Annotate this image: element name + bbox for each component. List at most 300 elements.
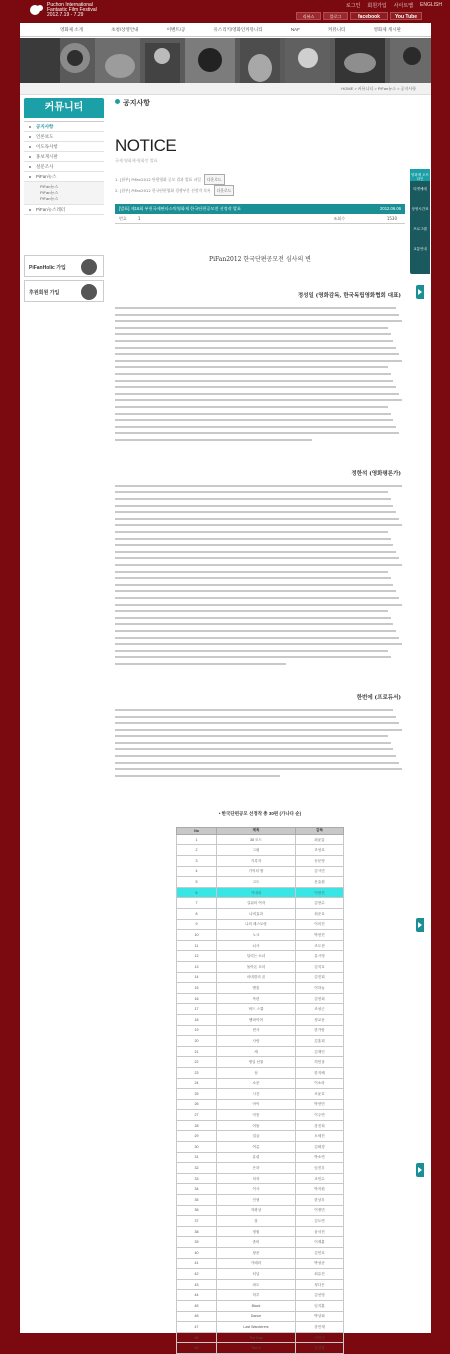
text-line bbox=[115, 650, 388, 652]
youtube-button[interactable]: You Tube bbox=[390, 12, 422, 20]
film-title: Dance bbox=[217, 1311, 296, 1322]
film-director: 윤서진 bbox=[296, 1226, 344, 1237]
film-title: 노크 bbox=[217, 930, 296, 941]
text-line bbox=[115, 360, 402, 362]
text-line bbox=[115, 597, 399, 599]
text-line bbox=[115, 340, 393, 342]
page-subtitle: 국제 영화제·영화인 발표 bbox=[115, 158, 158, 163]
film-title: 나비효과 bbox=[217, 909, 296, 920]
film-director: 박성준 bbox=[296, 1258, 344, 1269]
table-row bbox=[177, 1248, 344, 1259]
text-line bbox=[115, 327, 388, 329]
film-number: 42 bbox=[177, 1269, 217, 1280]
attachment-name: 1. [첨부] PiFan2012 단편영화 공모 결과 발표 파일 bbox=[115, 177, 201, 182]
attachment-name: 2. [첨부] PiFan2012 한국단편영화 경쟁부문 선정작 목록 bbox=[115, 188, 211, 193]
film-title: 자화상 bbox=[217, 1205, 296, 1216]
text-line bbox=[115, 755, 396, 757]
table-row bbox=[177, 1025, 344, 1036]
film-number: 19 bbox=[177, 1025, 217, 1036]
table-row bbox=[177, 961, 344, 972]
text-line bbox=[115, 571, 388, 573]
header-banner-image bbox=[20, 38, 431, 83]
film-title: 사람 bbox=[217, 1036, 296, 1047]
sitemap-link[interactable]: 사이트맵 bbox=[393, 3, 414, 9]
sidebar-item-notice[interactable]: 공지사항 bbox=[24, 122, 104, 132]
text-line bbox=[115, 656, 391, 658]
column-header: 제목 bbox=[217, 827, 296, 834]
breadcrumb: HOME > 커뮤니티 > PiFan뉴스 > 공지사항 bbox=[341, 86, 416, 91]
scroll-tab-icon[interactable] bbox=[416, 918, 424, 932]
quick-menu-item[interactable]: 상영시간표 bbox=[411, 207, 429, 211]
film-director: 한지혜 bbox=[296, 1067, 344, 1078]
film-number: 23 bbox=[177, 1067, 217, 1078]
quick-menu-item[interactable]: 프로그램 bbox=[413, 227, 427, 231]
film-title: 여름 bbox=[217, 1142, 296, 1153]
film-title: The X bbox=[217, 1343, 296, 1354]
film-director: 김도연 bbox=[296, 1216, 344, 1227]
film-number: 28 bbox=[177, 1120, 217, 1131]
film-title: 정원 bbox=[217, 1226, 296, 1237]
quick-menu-item[interactable]: 티켓예매 bbox=[413, 187, 427, 191]
post-meta bbox=[115, 214, 405, 224]
festival-name-line2: Fantastic Film Festival bbox=[47, 7, 97, 13]
text-line bbox=[115, 314, 399, 316]
join-link[interactable]: 회원가입 bbox=[367, 3, 387, 9]
table-row bbox=[177, 1300, 344, 1311]
menu-item[interactable]: 영화제 소개 bbox=[60, 27, 83, 32]
text-line bbox=[115, 491, 388, 493]
text-line bbox=[115, 531, 388, 533]
post-title: [발표] 제16회 부천국제판타스틱영화제 한국단편공모전 선정작 발표 bbox=[119, 206, 242, 211]
film-number: 25 bbox=[177, 1089, 217, 1100]
character-icon bbox=[81, 259, 97, 275]
text-line bbox=[115, 419, 393, 421]
quick-menu-item[interactable]: 영화제 오프라인 bbox=[410, 169, 430, 181]
text-line bbox=[115, 347, 396, 349]
text-line bbox=[115, 709, 393, 711]
film-director: 박소연 bbox=[296, 1152, 344, 1163]
text-line bbox=[115, 742, 391, 744]
text-line bbox=[115, 439, 312, 441]
attachment-row bbox=[115, 185, 405, 196]
sidebar-item[interactable]: 홍보게시판 bbox=[24, 152, 104, 162]
menu-item[interactable]: NAF bbox=[290, 27, 300, 32]
film-title: 좀비 bbox=[217, 1237, 296, 1248]
table-row bbox=[177, 1120, 344, 1131]
table-row bbox=[177, 845, 344, 856]
film-number: 5 bbox=[177, 877, 217, 888]
text-line bbox=[115, 366, 388, 368]
film-number: 33 bbox=[177, 1173, 217, 1184]
table-row bbox=[177, 856, 344, 867]
film-title: 파도 bbox=[217, 1279, 296, 1290]
film-title: 인형 bbox=[217, 1195, 296, 1206]
text-line bbox=[115, 735, 388, 737]
film-director: 김진희 bbox=[296, 972, 344, 983]
film-title: 목련 bbox=[217, 993, 296, 1004]
page-title: NOTICE bbox=[115, 136, 177, 155]
table-row bbox=[177, 887, 344, 898]
film-number: 30 bbox=[177, 1142, 217, 1153]
text-line bbox=[115, 320, 402, 322]
text-line bbox=[115, 333, 391, 335]
film-number: 24 bbox=[177, 1078, 217, 1089]
film-director: 조성호 bbox=[296, 845, 344, 856]
text-line bbox=[115, 406, 388, 408]
sidebar-subnav bbox=[24, 182, 104, 205]
film-title: 얼굴 bbox=[217, 1131, 296, 1142]
table-row bbox=[177, 866, 344, 877]
film-director: 박현진 bbox=[296, 930, 344, 941]
sidebar bbox=[24, 98, 104, 302]
film-director: 허민상 bbox=[296, 1057, 344, 1068]
film-director: 문효원 bbox=[296, 877, 344, 888]
film-title: 은하 bbox=[217, 1163, 296, 1174]
selection-list-title: • 한국단편공모 선정작 총 30편 (가나다 순) bbox=[218, 810, 302, 816]
text-line bbox=[115, 564, 402, 566]
film-number: 11 bbox=[177, 940, 217, 951]
text-line bbox=[115, 577, 391, 579]
character-icon bbox=[81, 284, 97, 300]
table-row bbox=[177, 1290, 344, 1301]
post-number-label: 번호 bbox=[119, 216, 127, 221]
login-link[interactable]: 로그인 bbox=[345, 3, 361, 9]
film-title: 잠 bbox=[217, 1216, 296, 1227]
film-title: Black bbox=[217, 1300, 296, 1311]
attachments bbox=[115, 174, 405, 196]
film-title: 의자 bbox=[217, 1173, 296, 1184]
film-title: 어둠 bbox=[217, 1120, 296, 1131]
text-line bbox=[115, 353, 399, 355]
table-row bbox=[177, 951, 344, 962]
table-row bbox=[177, 983, 344, 994]
facebook-button[interactable]: facebook bbox=[350, 12, 388, 20]
film-number: 40 bbox=[177, 1248, 217, 1259]
film-title: 길위의 여자 bbox=[217, 898, 296, 909]
film-director: 박현민 bbox=[296, 1099, 344, 1110]
film-number: 27 bbox=[177, 1110, 217, 1121]
blog-button[interactable]: 블로그 bbox=[323, 12, 348, 20]
post-date: 2012.06.06 bbox=[380, 206, 401, 211]
film-number: 17 bbox=[177, 1004, 217, 1015]
reviewer-name-2: 정한석 (영화평론가) bbox=[351, 470, 401, 477]
quick-menu-item[interactable]: 교통안내 bbox=[413, 247, 427, 251]
content-area bbox=[20, 23, 431, 1351]
film-number: 39 bbox=[177, 1237, 217, 1248]
menu-item[interactable]: 영화제 게시판 bbox=[373, 27, 401, 32]
text-line bbox=[115, 762, 399, 764]
film-title: 나의 레스토랑 bbox=[217, 919, 296, 930]
film-number: 49 bbox=[177, 1343, 217, 1354]
review-text-2 bbox=[115, 485, 405, 665]
film-title: 악몽 bbox=[217, 1110, 296, 1121]
menu-item[interactable]: 커뮤니티 bbox=[328, 27, 346, 32]
text-line bbox=[115, 590, 396, 592]
film-director: 임지훈 bbox=[296, 1300, 344, 1311]
film-number: 22 bbox=[177, 1057, 217, 1068]
film-director: 조성근 bbox=[296, 1004, 344, 1015]
table-row bbox=[177, 1067, 344, 1078]
text-line bbox=[115, 538, 391, 540]
film-number: 48 bbox=[177, 1332, 217, 1343]
film-number: 16 bbox=[177, 993, 217, 1004]
pifanholic-join-label: PiFanHolic 가입 bbox=[29, 265, 66, 271]
film-title: 새 bbox=[217, 1046, 296, 1057]
film-title: 그림 bbox=[217, 845, 296, 856]
film-title: 고도 bbox=[217, 877, 296, 888]
table-row bbox=[177, 919, 344, 930]
film-director: 김홍희 bbox=[296, 1036, 344, 1047]
reviews-button[interactable]: 리뷰스 bbox=[296, 12, 321, 20]
sidebar-item-survey[interactable]: 설문조사 bbox=[24, 162, 104, 172]
text-line bbox=[115, 557, 399, 559]
film-number: 12 bbox=[177, 951, 217, 962]
table-row bbox=[177, 1163, 344, 1174]
film-title: 버드 스쿨 bbox=[217, 1004, 296, 1015]
table-row bbox=[177, 1036, 344, 1047]
film-number: 38 bbox=[177, 1226, 217, 1237]
film-title: 뇌사 bbox=[217, 940, 296, 951]
pifanholic-join-button[interactable] bbox=[24, 255, 104, 277]
top-utility-nav bbox=[346, 2, 442, 9]
text-line bbox=[115, 617, 391, 619]
table-row bbox=[177, 930, 344, 941]
film-title: 38 모드 bbox=[217, 834, 296, 845]
sidebar-subitem[interactable]: PiFan뉴스 bbox=[40, 190, 59, 195]
table-row bbox=[177, 1152, 344, 1163]
text-line bbox=[115, 775, 280, 777]
sponsor-join-button[interactable] bbox=[24, 280, 104, 302]
film-director: 김성훈 bbox=[296, 1343, 344, 1354]
text-line bbox=[115, 524, 402, 526]
table-row bbox=[177, 1057, 344, 1068]
table-row bbox=[177, 1184, 344, 1195]
menu-item[interactable]: 이벤트/공 bbox=[166, 27, 186, 32]
attachment-row bbox=[115, 174, 405, 185]
film-director: 이정민 bbox=[296, 1205, 344, 1216]
film-title: 시간 bbox=[217, 1089, 296, 1100]
table-row bbox=[177, 993, 344, 1004]
text-line bbox=[115, 663, 286, 665]
text-line bbox=[115, 505, 393, 507]
text-line bbox=[115, 380, 393, 382]
film-number: 26 bbox=[177, 1099, 217, 1110]
film-director: 김민호 bbox=[296, 1248, 344, 1259]
sidebar-subitem[interactable]: PiFan뉴스 bbox=[40, 196, 59, 201]
film-number: 32 bbox=[177, 1163, 217, 1174]
text-line bbox=[115, 498, 391, 500]
film-number: 3 bbox=[177, 856, 217, 867]
text-line bbox=[115, 551, 396, 553]
text-line bbox=[115, 623, 393, 625]
breadcrumb-bar bbox=[20, 83, 431, 95]
table-header-row bbox=[177, 827, 344, 834]
table-row bbox=[177, 1142, 344, 1153]
table-row bbox=[177, 1279, 344, 1290]
film-title: Last Wanderers bbox=[217, 1322, 296, 1333]
film-director: 정다은 bbox=[296, 1279, 344, 1290]
article-heading: PiFan2012 한국단편공모전 심사의 변 bbox=[209, 256, 311, 263]
film-director: 최준호 bbox=[296, 909, 344, 920]
main-menu bbox=[20, 23, 431, 37]
view-count: 1530 bbox=[386, 216, 397, 221]
film-number: 4 bbox=[177, 866, 217, 877]
film-title: 하루 bbox=[217, 1290, 296, 1301]
film-director: 최윤갑 bbox=[296, 834, 344, 845]
film-director: 임진우 bbox=[296, 1163, 344, 1174]
film-number: 37 bbox=[177, 1216, 217, 1227]
film-title: 맨홀 bbox=[217, 983, 296, 994]
film-title: 뱀파이어 bbox=[217, 1014, 296, 1025]
main-content bbox=[115, 98, 405, 1354]
review-text-1 bbox=[115, 307, 405, 441]
text-line bbox=[115, 399, 402, 401]
film-director: 유시영 bbox=[296, 951, 344, 962]
review-text-3 bbox=[115, 709, 405, 777]
text-line bbox=[115, 637, 399, 639]
table-row bbox=[177, 1343, 344, 1354]
film-number: 15 bbox=[177, 983, 217, 994]
table-row bbox=[177, 898, 344, 909]
menu-item[interactable]: 유스리키/영화인커뮤니티 bbox=[213, 27, 263, 32]
table-row bbox=[177, 1173, 344, 1184]
table-row bbox=[177, 1322, 344, 1333]
film-number: 7 bbox=[177, 898, 217, 909]
film-director: 김재인 bbox=[296, 1046, 344, 1057]
film-number: 36 bbox=[177, 1205, 217, 1216]
sidebar-subitem[interactable]: PiFan뉴스 bbox=[40, 184, 59, 189]
column-header: No bbox=[177, 827, 217, 834]
film-director: 박상희 bbox=[296, 1311, 344, 1322]
text-line bbox=[115, 716, 396, 718]
table-row bbox=[177, 1332, 344, 1343]
text-line bbox=[115, 393, 399, 395]
film-number: 47 bbox=[177, 1322, 217, 1333]
text-line bbox=[115, 544, 393, 546]
table-row bbox=[177, 1014, 344, 1025]
text-line bbox=[115, 413, 391, 415]
scroll-tab-icon[interactable] bbox=[416, 1163, 424, 1177]
film-title: 이사 bbox=[217, 1184, 296, 1195]
scroll-tab-icon[interactable] bbox=[416, 285, 424, 299]
film-title: The Day bbox=[217, 1332, 296, 1343]
film-number: 44 bbox=[177, 1290, 217, 1301]
film-number: 9 bbox=[177, 919, 217, 930]
text-line bbox=[115, 432, 399, 434]
film-title: 유령 bbox=[217, 1152, 296, 1163]
table-row bbox=[177, 1205, 344, 1216]
table-row bbox=[177, 940, 344, 951]
text-line bbox=[115, 604, 402, 606]
pifan-logo-icon bbox=[30, 4, 44, 16]
table-row bbox=[177, 1195, 344, 1206]
film-title: 카메라 bbox=[217, 1258, 296, 1269]
reviewer-name-3: 한번에 (프로듀서) bbox=[356, 694, 401, 701]
film-number: 35 bbox=[177, 1195, 217, 1206]
table-row bbox=[177, 1131, 344, 1142]
sidebar-item-newsletter[interactable]: PiFan뉴스레터 bbox=[24, 205, 104, 215]
film-director: 이하늘 bbox=[296, 983, 344, 994]
film-title: 생일 선물 bbox=[217, 1057, 296, 1068]
text-line bbox=[115, 748, 393, 750]
film-title: 기대치 bbox=[217, 887, 296, 898]
film-number: 14 bbox=[177, 972, 217, 983]
film-director: 김지호 bbox=[296, 961, 344, 972]
sidebar-heading: 커뮤니티 bbox=[24, 98, 104, 118]
text-line bbox=[115, 307, 396, 309]
film-director: 정교운 bbox=[296, 1014, 344, 1025]
film-title: 터널 bbox=[217, 1269, 296, 1280]
film-director: 조윤호 bbox=[296, 1089, 344, 1100]
social-buttons bbox=[296, 12, 422, 20]
film-director: 한가람 bbox=[296, 1025, 344, 1036]
film-title: 달리는 소녀 bbox=[217, 951, 296, 962]
sponsor-join-label: 후원회원 가입 bbox=[29, 290, 60, 296]
film-director: 김현희 bbox=[296, 993, 344, 1004]
table-row bbox=[177, 1216, 344, 1227]
text-line bbox=[115, 643, 402, 645]
download-button[interactable]: 다운로드 bbox=[214, 185, 235, 196]
film-director: 한상우 bbox=[296, 1195, 344, 1206]
table-row bbox=[177, 877, 344, 888]
quick-menu bbox=[410, 169, 430, 274]
film-director: 이현진 bbox=[296, 887, 344, 898]
film-director: 송문영 bbox=[296, 856, 344, 867]
film-title: 마네킹의 꿈 bbox=[217, 972, 296, 983]
table-row bbox=[177, 1237, 344, 1248]
film-number: 2 bbox=[177, 845, 217, 856]
table-row bbox=[177, 1046, 344, 1057]
sidebar-item-press[interactable]: 언론보도 bbox=[24, 132, 104, 142]
menu-item[interactable]: 초청/상영안내 bbox=[111, 27, 139, 32]
sidebar-item[interactable]: 이도독사항 bbox=[24, 142, 104, 152]
film-number: 29 bbox=[177, 1131, 217, 1142]
film-number: 1 bbox=[177, 834, 217, 845]
sidebar-item-pifan-news[interactable]: PiFan뉴스 bbox=[24, 172, 104, 182]
film-title: 창문 bbox=[217, 1248, 296, 1259]
film-number: 8 bbox=[177, 909, 217, 920]
film-director: 이재훈 bbox=[296, 1237, 344, 1248]
text-line bbox=[115, 584, 393, 586]
film-director: 김시민 bbox=[296, 866, 344, 877]
table-row bbox=[177, 1004, 344, 1015]
film-director: 이의진 bbox=[296, 919, 344, 930]
film-director: 김태경 bbox=[296, 1142, 344, 1153]
table-row bbox=[177, 909, 344, 920]
film-director: 강진희 bbox=[296, 1120, 344, 1131]
film-number: 18 bbox=[177, 1014, 217, 1025]
film-number: 6 bbox=[177, 887, 217, 898]
film-number: 41 bbox=[177, 1258, 217, 1269]
festival-name-line1: Puchon International bbox=[47, 2, 93, 8]
site-header bbox=[0, 0, 450, 23]
film-number: 46 bbox=[177, 1311, 217, 1322]
table-row bbox=[177, 1110, 344, 1121]
film-director: 조도현 bbox=[296, 940, 344, 951]
text-line bbox=[115, 610, 388, 612]
table-row bbox=[177, 972, 344, 983]
film-number: 34 bbox=[177, 1184, 217, 1195]
text-line bbox=[115, 426, 396, 428]
film-title: 아이 bbox=[217, 1099, 296, 1110]
film-title: 빈사 bbox=[217, 1025, 296, 1036]
table-row bbox=[177, 1311, 344, 1322]
film-title: 돌아온 꼬마 bbox=[217, 961, 296, 972]
film-collage-image bbox=[20, 38, 431, 83]
download-button[interactable]: 다운로드 bbox=[204, 174, 225, 185]
english-link[interactable]: ENGLISH bbox=[420, 2, 442, 8]
text-line bbox=[115, 630, 396, 632]
